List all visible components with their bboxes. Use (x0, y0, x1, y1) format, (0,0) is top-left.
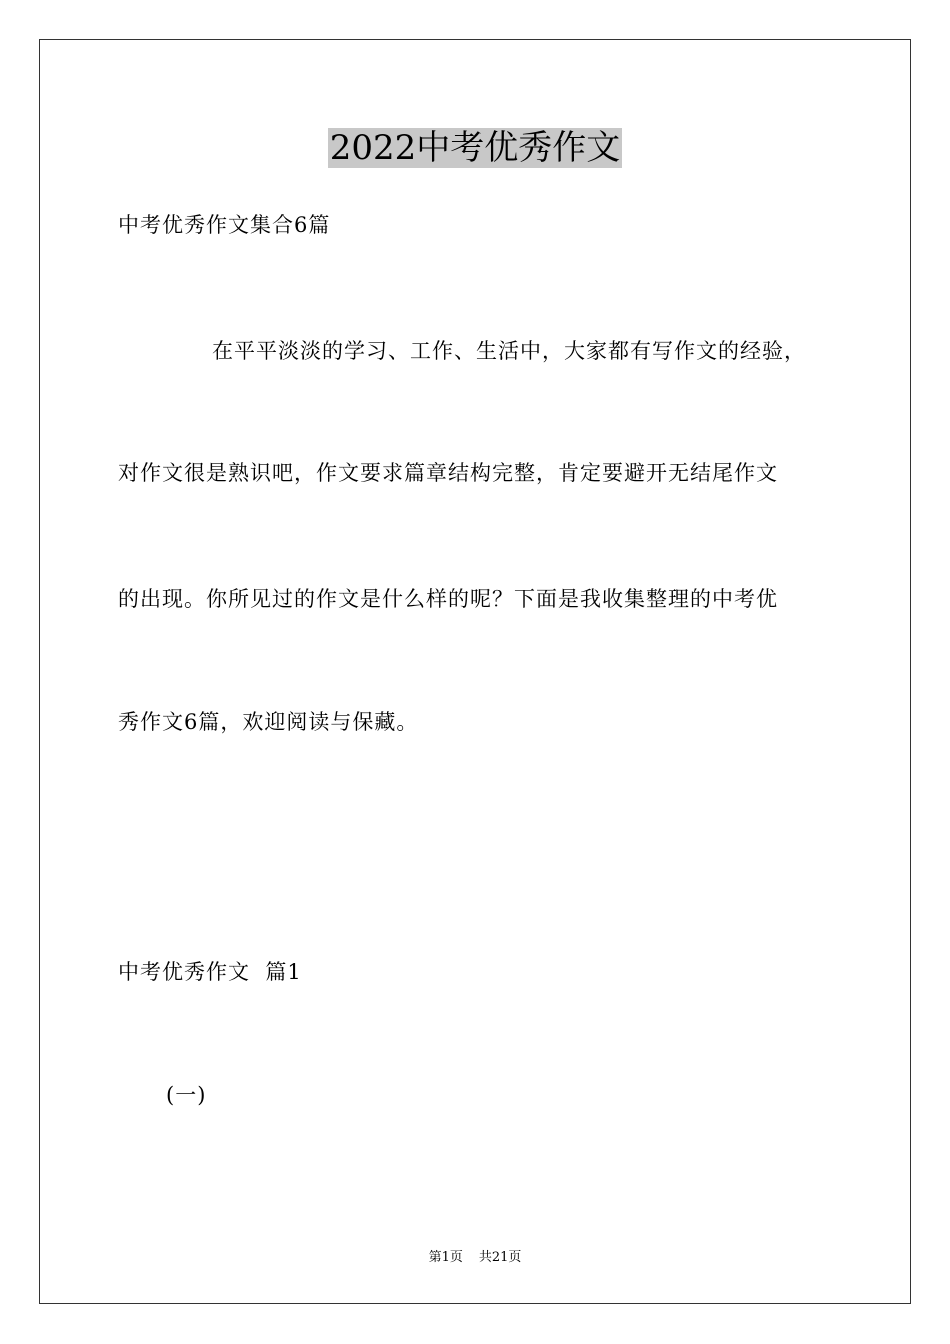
page-footer (0, 1249, 950, 1267)
page-number: 第1页 (428, 1250, 463, 1265)
subsection-heading: (一) (166, 1083, 207, 1107)
paragraph-line: 的出现。你所见过的作文是什么样的呢？下面是我收集整理的中考优 (118, 587, 778, 611)
section-heading: 中考优秀作文 篇1 (118, 960, 302, 984)
document-title-text: 2022中考优秀作文 (329, 128, 621, 168)
page-total: 共21页 (478, 1250, 522, 1265)
document-title (0, 126, 950, 170)
paragraph-line: 对作文很是熟识吧，作文要求篇章结构完整，肯定要避开无结尾作文 (118, 461, 778, 485)
paragraph-line: 秀作文6篇，欢迎阅读与保藏。 (118, 710, 419, 734)
paragraph-line: 在平平淡淡的学习、工作、生活中，大家都有写作文的经验， (212, 339, 806, 363)
document-subtitle: 中考优秀作文集合6篇 (118, 213, 331, 237)
